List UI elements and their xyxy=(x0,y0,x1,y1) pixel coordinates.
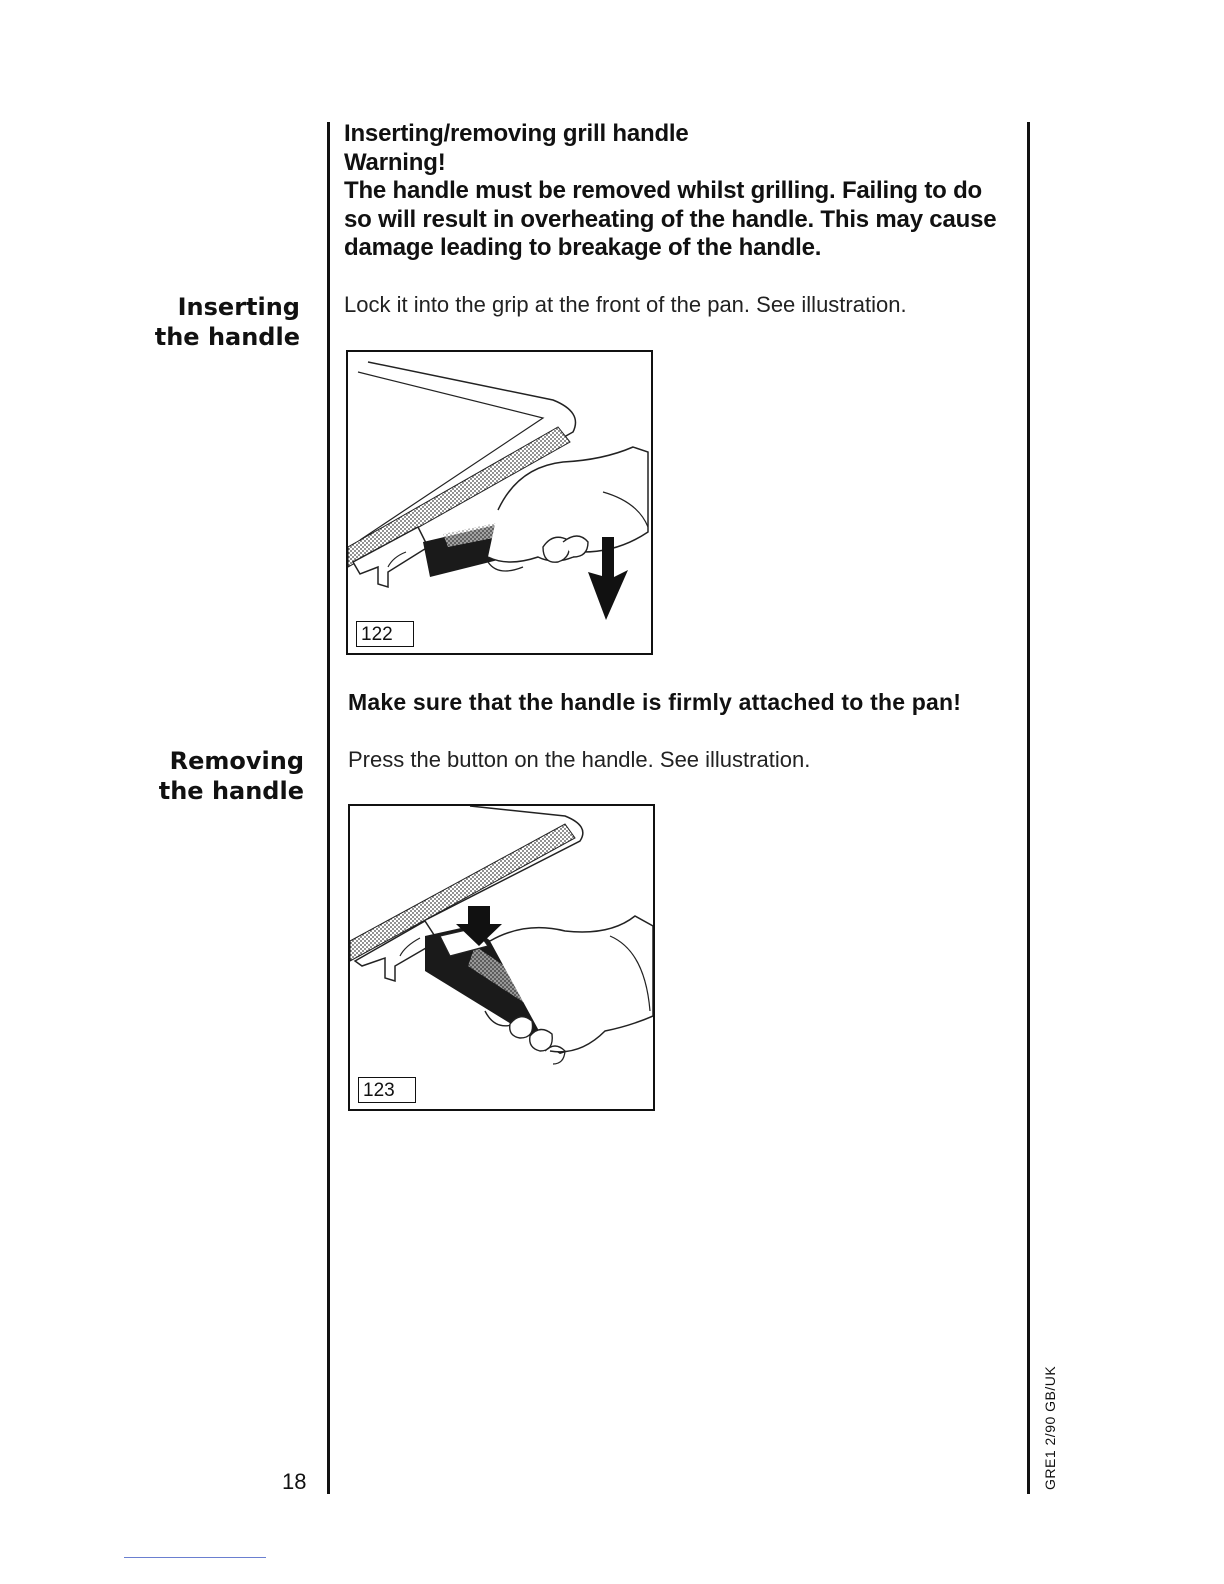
warning-text-line-2: so will result in overheating of the handle. This may cause xyxy=(344,205,997,233)
warning-label: Warning! xyxy=(344,148,446,176)
document-code: GRE1 2/90 GB/UK xyxy=(1042,1365,1058,1490)
remove-handle-illustration xyxy=(350,806,653,1109)
inserting-handle-label: Inserting the handle xyxy=(154,293,300,351)
warning-text-line-1: The handle must be removed whilst grilling. Failing to do xyxy=(344,177,982,204)
removing-handle-label: Removing the handle xyxy=(158,747,304,805)
attachment-note: Make sure that the handle is firmly attached to the pan! xyxy=(348,689,962,715)
removing-instructions: Press the button on the handle. See illustration. xyxy=(348,747,811,772)
warning-block xyxy=(344,120,1014,263)
right-column-rule xyxy=(1027,122,1030,1494)
page-number: 18 xyxy=(282,1469,307,1494)
section-title: Inserting/removing grill handle xyxy=(344,120,689,147)
figure-number-123: 123 xyxy=(358,1077,416,1103)
insert-handle-illustration xyxy=(348,352,651,653)
figure-122-insert-handle xyxy=(346,350,653,655)
inserting-instructions: Lock it into the grip at the front of the pan. See illustration. xyxy=(344,292,907,317)
figure-123-remove-handle xyxy=(348,804,655,1111)
warning-text-line-3: damage leading to breakage of the handle. xyxy=(344,234,822,261)
figure-number-122: 122 xyxy=(356,621,414,647)
footer-divider xyxy=(124,1557,266,1558)
left-column-rule xyxy=(327,122,330,1494)
